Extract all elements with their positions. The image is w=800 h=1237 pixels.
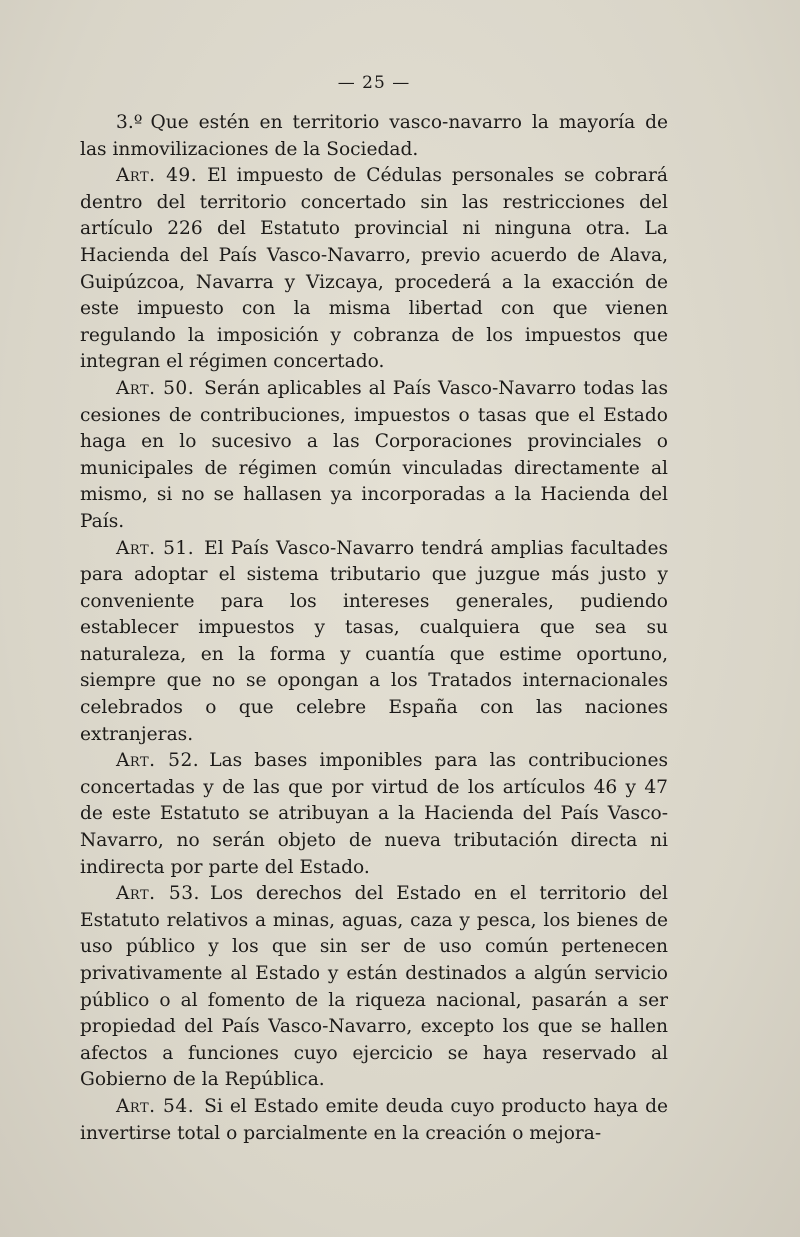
article-49: [80, 163, 668, 376]
article-heading: Art. 52.: [116, 750, 200, 772]
article-heading: Art. 50.: [116, 377, 195, 399]
article-heading: Art. 51.: [116, 537, 195, 559]
article-heading: Art. 53.: [116, 883, 200, 905]
item-number: 3.º: [116, 112, 143, 133]
article-heading: Art. 54.: [116, 1095, 195, 1117]
article-text: El País Vasco-Navarro tendrá amplias facultades para adoptar el sistema tributario que juzgue más justo y conveniente para los intereses generales, pudiendo establecer impuestos y tasas, cualquiera que sea su naturaleza, en la forma y cuantía que estime oportuno, siempre que no se opongan a los Tratados internacionales celebrados o que celebre España con las naciones extranjeras.: [80, 537, 668, 745]
article-text: Serán aplicables al País Vasco-Navarro todas las cesiones de contribuciones, impuestos o tasas que el Estado haga en lo sucesivo a las Corporaciones provinciales o municipales de régimen común vinculadas directamente al mismo, si no se hallasen ya incorporadas a la Hacienda del País.: [80, 377, 668, 532]
article-52: [80, 748, 668, 881]
article-text: El impuesto de Cédulas personales se cobrará dentro del territorio concertado sin las restricciones del artículo 226 del Estatuto provincial ni ninguna otra. La Hacienda del País Vasco-Navarro, previo acuerdo de Alava, Guipúzcoa, Navarra y Vizcaya, procederá a la exacción de este impuesto con la misma libertad con que vienen regulando la imposición y cobranza de los impuestos que integran el régimen concertado.: [80, 165, 668, 373]
article-text: Los derechos del Estado en el territorio del Estatuto relativos a minas, aguas, caza y pesca, los bienes de uso público y los que sin ser de uso común pertenecen privativamente al Estado y están destinados a algún servicio público o al fomento de la riqueza nacional, pasarán a ser propiedad del País Vasco-Navarro, excepto los que se hallen afectos a funciones cuyo ejercicio se haya reservado al Gobierno de la República.: [80, 883, 668, 1091]
article-text: Si el Estado emite deuda cuyo producto haya de invertirse total o parcialmente en la creación o mejora-: [80, 1095, 668, 1144]
article-54: [80, 1094, 668, 1147]
article-text: Las bases imponibles para las contribuciones concertadas y de las que por virtud de los artículos 46 y 47 de este Estatuto se atribuyan a la Hacienda del País Vasco-Navarro, no serán objeto de nueva tributación directa ni indirecta por parte del Estado.: [80, 750, 668, 878]
paragraph-item-3: [80, 110, 668, 163]
page-number: — 25 —: [337, 73, 411, 93]
article-51: [80, 536, 668, 749]
paragraph-text: Que estén en territorio vasco-navarro la mayoría de las inmovilizaciones de la Sociedad.: [80, 112, 668, 160]
article-heading: Art. 49.: [116, 165, 198, 187]
article-50: [80, 376, 668, 536]
document-page: [80, 70, 668, 1147]
article-53: [80, 881, 668, 1094]
